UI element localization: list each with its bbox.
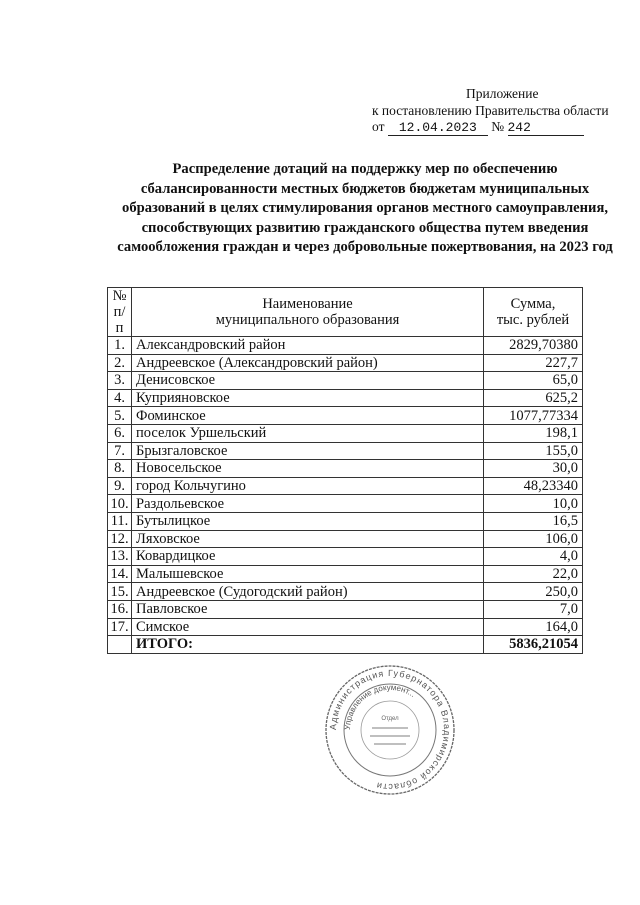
row-number: 14.	[108, 565, 132, 583]
municipality-name: Денисовское	[132, 372, 484, 390]
subsidy-sum: 1077,77334	[484, 407, 583, 425]
subsidy-sum: 16,5	[484, 512, 583, 530]
table-header-row	[108, 288, 583, 337]
subsidy-sum: 227,7	[484, 354, 583, 372]
subsidy-table	[107, 287, 583, 654]
municipality-name: Симское	[132, 618, 484, 636]
table-row	[108, 512, 583, 530]
row-number: 10.	[108, 495, 132, 513]
subsidy-sum: 155,0	[484, 442, 583, 460]
municipality-name: Александровский район	[132, 337, 484, 355]
row-number: 3.	[108, 372, 132, 390]
row-number: 9.	[108, 477, 132, 495]
row-number: 1.	[108, 337, 132, 355]
subsidy-sum: 22,0	[484, 565, 583, 583]
table-row	[108, 565, 583, 583]
appendix-reference: к постановлению Правительства области	[372, 103, 609, 118]
municipality-name: Бутылицкое	[132, 512, 484, 530]
table-row	[108, 583, 583, 601]
municipality-name: Ляховское	[132, 530, 484, 548]
municipality-name: Фоминское	[132, 407, 484, 425]
table-row	[108, 442, 583, 460]
row-number: 2.	[108, 354, 132, 372]
resolution-date: 12.04.2023	[388, 120, 488, 136]
subsidy-sum: 48,23340	[484, 477, 583, 495]
subsidy-sum: 198,1	[484, 424, 583, 442]
municipality-name: город Кольчугино	[132, 477, 484, 495]
number-label: №	[491, 119, 505, 134]
table-row	[108, 600, 583, 618]
appendix-label: Приложение	[466, 86, 539, 101]
row-number: 4.	[108, 389, 132, 407]
table-row	[108, 389, 583, 407]
municipality-name: Новосельское	[132, 460, 484, 478]
row-number: 16.	[108, 600, 132, 618]
total-row	[108, 636, 583, 654]
row-number: 17.	[108, 618, 132, 636]
row-number: 6.	[108, 424, 132, 442]
svg-text:Отдел: Отдел	[381, 716, 399, 722]
total-sum: 5836,21054	[484, 636, 583, 654]
header-sum: Сумма, тыс. рублей	[484, 288, 583, 337]
municipality-name: Андреевское (Судогодский район)	[132, 583, 484, 601]
row-number: 12.	[108, 530, 132, 548]
municipality-name: Павловское	[132, 600, 484, 618]
table-row	[108, 530, 583, 548]
table-row	[108, 495, 583, 513]
row-number: 8.	[108, 460, 132, 478]
title-line: образований в целях стимулирования органов местного самоуправления,	[122, 200, 608, 216]
total-label: ИТОГО:	[132, 636, 484, 654]
table-row	[108, 407, 583, 425]
municipality-name: поселок Уршельский	[132, 424, 484, 442]
table-row	[108, 618, 583, 636]
document-title	[100, 160, 630, 258]
subsidy-sum: 4,0	[484, 548, 583, 566]
title-line: самообложения граждан и через добровольные пожертвования, на 2023 год	[117, 239, 613, 255]
subsidy-sum: 30,0	[484, 460, 583, 478]
subsidy-sum: 164,0	[484, 618, 583, 636]
table-row	[108, 337, 583, 355]
table-row	[108, 424, 583, 442]
table-row	[108, 548, 583, 566]
header-name: Наименование муниципального образования	[132, 288, 484, 337]
title-line: сбалансированности местных бюджетов бюджетам муниципальных	[140, 180, 590, 197]
municipality-name: Андреевское (Александровский район)	[132, 354, 484, 372]
subsidy-sum: 250,0	[484, 583, 583, 601]
table-row	[108, 354, 583, 372]
table-row	[108, 372, 583, 390]
row-number: 15.	[108, 583, 132, 601]
table-row	[108, 477, 583, 495]
row-number: 5.	[108, 407, 132, 425]
svg-text:Администрация Губернатора Влад: Администрация Губернатора Владимирской области	[327, 667, 453, 793]
subsidy-sum: 7,0	[484, 600, 583, 618]
municipality-name: Ковардицкое	[132, 548, 484, 566]
subsidy-sum: 2829,70380	[484, 337, 583, 355]
subsidy-sum: 625,2	[484, 389, 583, 407]
municipality-name: Брызгаловское	[132, 442, 484, 460]
title-line: Распределение дотаций на поддержку мер по обеспечению	[172, 161, 558, 177]
row-number: 11.	[108, 512, 132, 530]
municipality-name: Раздольевское	[132, 495, 484, 513]
subsidy-sum: 106,0	[484, 530, 583, 548]
row-number: 7.	[108, 442, 132, 460]
total-empty-cell	[108, 636, 132, 654]
subsidy-sum: 10,0	[484, 495, 583, 513]
municipality-name: Малышевское	[132, 565, 484, 583]
resolution-number: 242	[508, 120, 584, 136]
from-label: от	[372, 119, 385, 134]
table-row	[108, 460, 583, 478]
header-num: № п/п	[108, 288, 132, 337]
resolution-date-number	[372, 119, 584, 136]
municipality-name: Куприяновское	[132, 389, 484, 407]
svg-text:Управление документ...: Управление документ...	[342, 682, 417, 731]
subsidy-sum: 65,0	[484, 372, 583, 390]
row-number: 13.	[108, 548, 132, 566]
official-stamp	[322, 662, 458, 798]
title-line: способствующих развитию гражданского общества путем введения	[141, 219, 589, 236]
